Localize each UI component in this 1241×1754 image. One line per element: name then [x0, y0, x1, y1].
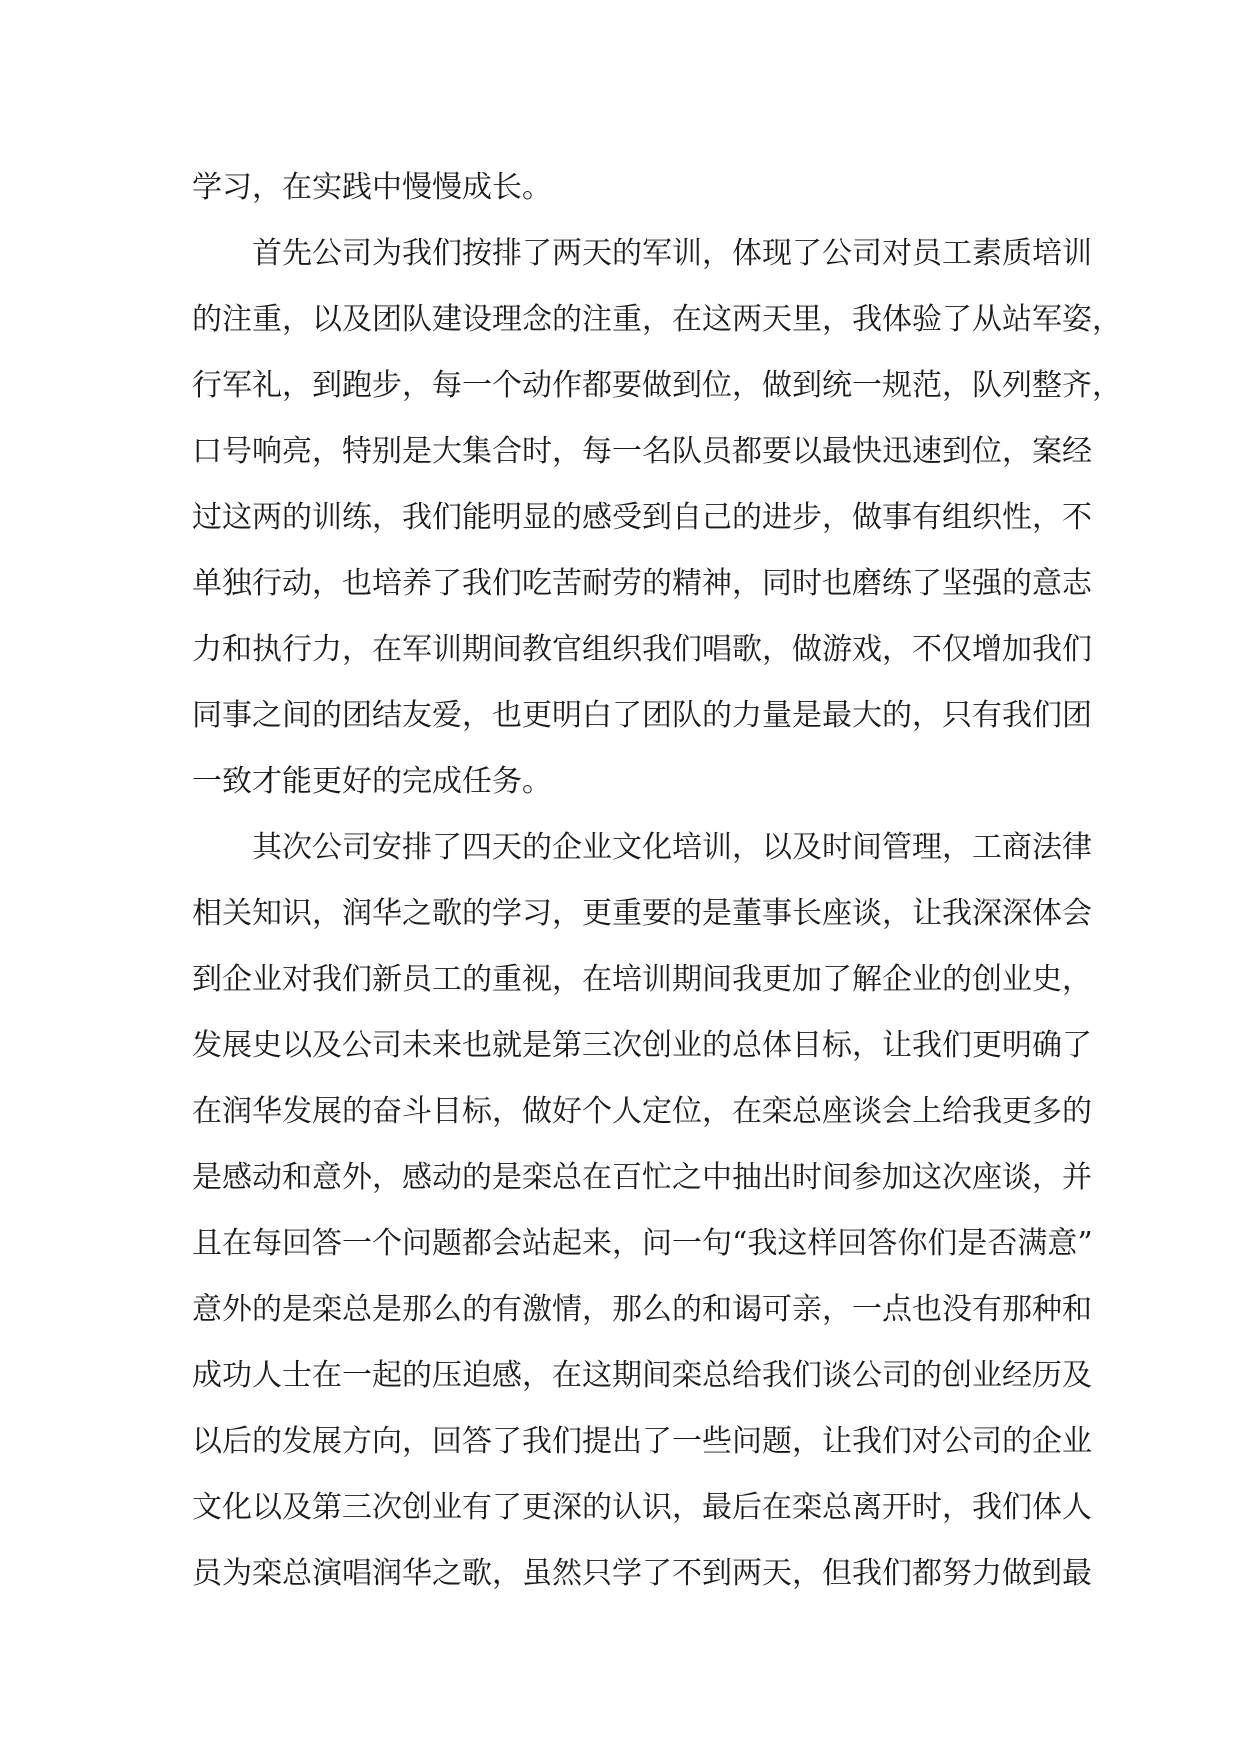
text-line: 员为栾总演唱润华之歌，虽然只学了不到两天，但我们都努力做到最: [192, 1556, 1092, 1591]
text-line: 力和执行力，在军训期间教官组织我们唱歌，做游戏，不仅增加我们: [192, 632, 1092, 667]
text-line: 是感动和意外，感动的是栾总在百忙之中抽出时间参加这次座谈，并: [192, 1160, 1092, 1195]
text-line: 一致才能更好的完成任务。: [192, 764, 552, 799]
text-line: 以后的发展方向，回答了我们提出了一些问题，让我们对公司的企业: [192, 1424, 1092, 1459]
text-line: 成功人士在一起的压迫感，在这期间栾总给我们谈公司的创业经历及: [192, 1358, 1092, 1393]
text-line: 到企业对我们新员工的重视，在培训期间我更加了解企业的创业史，: [192, 962, 1092, 997]
text-line: 发展史以及公司未来也就是第三次创业的总体目标，让我们更明确了: [192, 1028, 1092, 1063]
text-line: 过这两的训练，我们能明显的感受到自己的进步，做事有组织性，不: [192, 500, 1092, 535]
text-line: 其次公司安排了四天的企业文化培训，以及时间管理，工商法律: [252, 830, 1092, 865]
text-line: 相关知识，润华之歌的学习，更重要的是董事长座谈，让我深深体会: [192, 896, 1092, 931]
text-line: 的注重，以及团队建设理念的注重，在这两天里，我体验了从站军姿，: [192, 302, 1122, 337]
text-line: 行军礼，到跑步，每一个动作都要做到位，做到统一规范，队列整齐，: [192, 368, 1122, 403]
text-line: 口号响亮，特别是大集合时，每一名队员都要以最快迅速到位，案经: [192, 434, 1092, 469]
text-line: 学习，在实践中慢慢成长。: [192, 170, 552, 205]
text-line: 文化以及第三次创业有了更深的认识，最后在栾总离开时，我们体人: [192, 1490, 1092, 1525]
text-line: 首先公司为我们按排了两天的军训，体现了公司对员工素质培训: [252, 236, 1092, 271]
text-line: 同事之间的团结友爱，也更明白了团队的力量是最大的，只有我们团: [192, 698, 1092, 733]
text-line: 在润华发展的奋斗目标，做好个人定位，在栾总座谈会上给我更多的: [192, 1094, 1092, 1129]
body-text: [192, 155, 1122, 1607]
text-line: 单独行动，也培养了我们吃苦耐劳的精神，同时也磨练了坚强的意志: [192, 566, 1092, 601]
text-line: 且在每回答一个问题都会站起来，问一句“我这样回答你们是否满意”: [192, 1226, 1093, 1261]
text-line: 意外的是栾总是那么的有激情，那么的和谒可亲，一点也没有那种和: [192, 1292, 1092, 1327]
